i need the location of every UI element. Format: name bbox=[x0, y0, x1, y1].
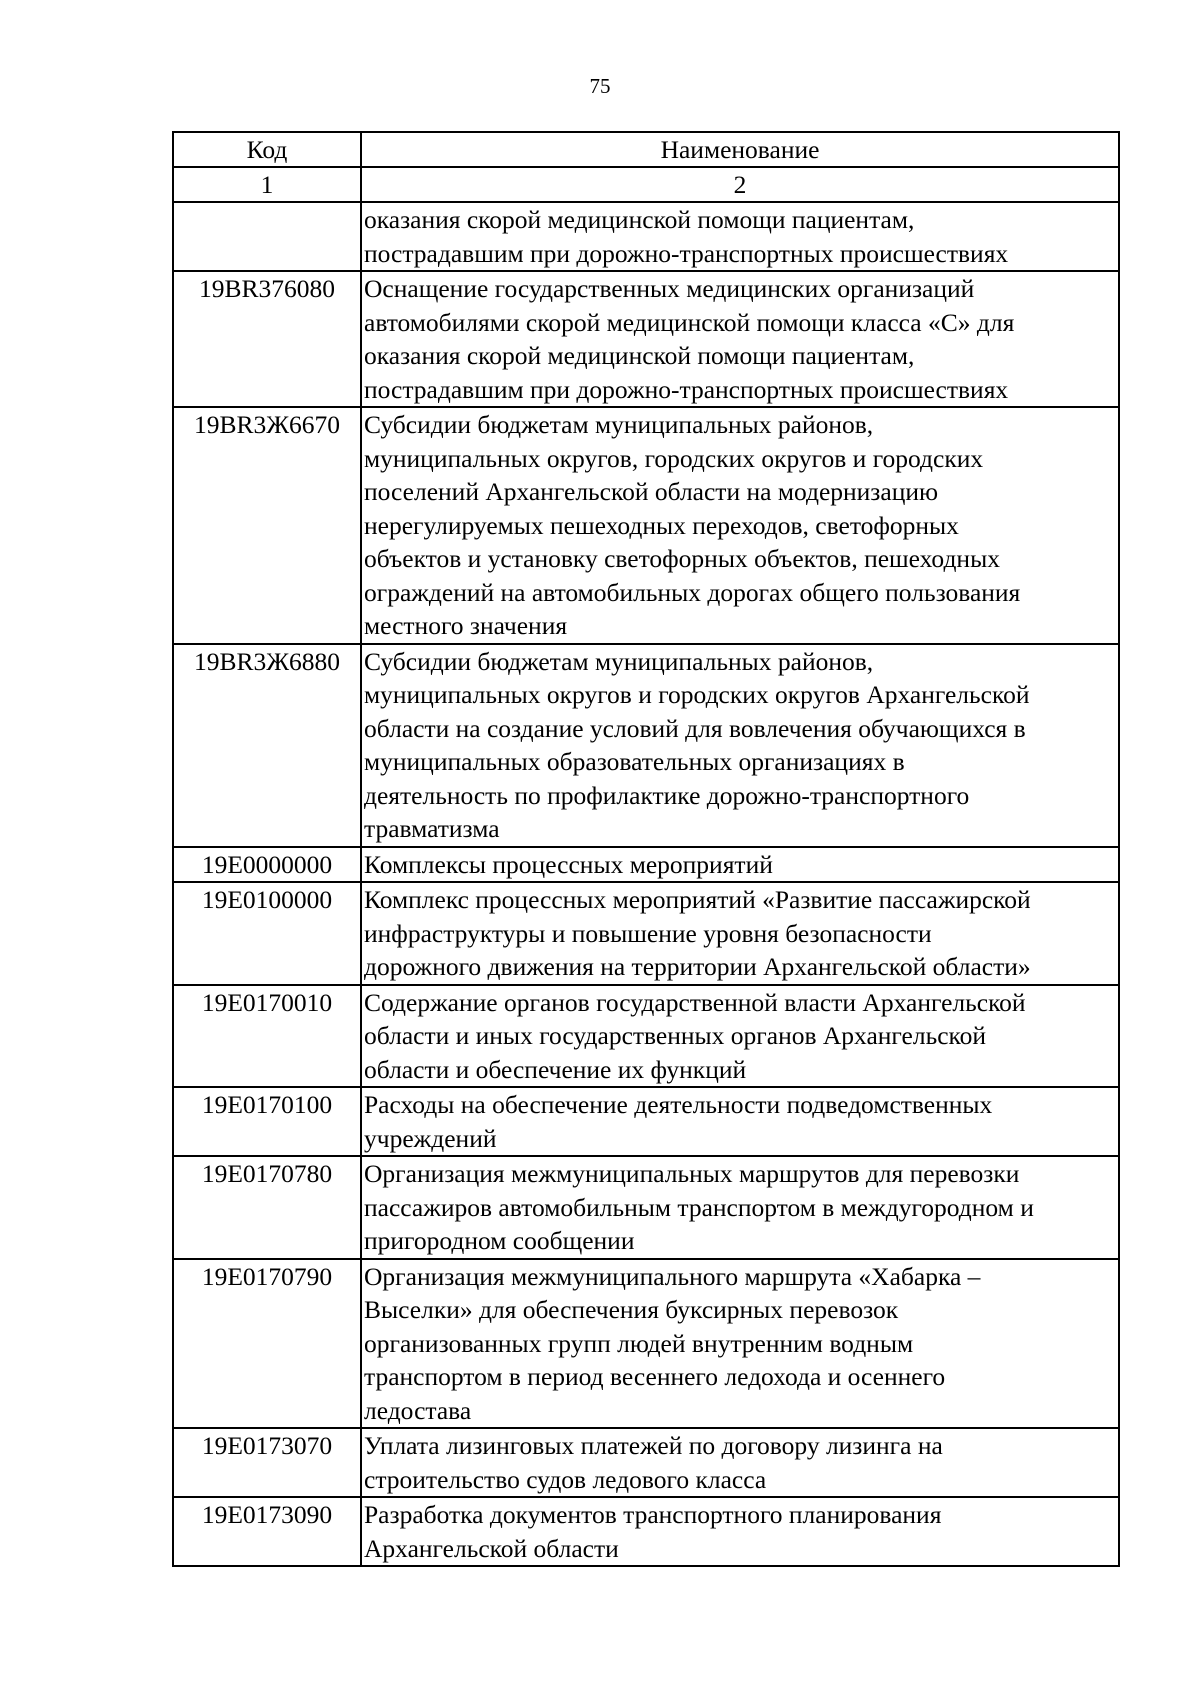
column-number-2: 2 bbox=[361, 167, 1119, 202]
page-number: 75 bbox=[589, 74, 611, 98]
row-code: 19E0170790 bbox=[173, 1259, 361, 1429]
budget-code-table bbox=[172, 131, 1120, 1567]
row-name: Оснащение государственных медицинских организаций автомобилями скорой медицинской помощи класса «С» для оказания скорой медицинской помощи пациентам, пострадавшим при дорожно-транспортных происшествиях bbox=[361, 271, 1119, 407]
table-row bbox=[173, 271, 1119, 407]
header-name: Наименование bbox=[361, 132, 1119, 167]
row-code: 19BR376080 bbox=[173, 271, 361, 407]
row-code: 19E0170780 bbox=[173, 1156, 361, 1259]
row-code: 19BR3Ж6670 bbox=[173, 407, 361, 644]
column-number-row bbox=[173, 167, 1119, 202]
table-row bbox=[173, 407, 1119, 644]
header-code: Код bbox=[173, 132, 361, 167]
table-row bbox=[173, 1497, 1119, 1566]
row-code: 19E0173090 bbox=[173, 1497, 361, 1566]
row-name: Уплата лизинговых платежей по договору лизинга на строительство судов ледового класса bbox=[361, 1428, 1119, 1497]
row-name: Расходы на обеспечение деятельности подведомственных учреждений bbox=[361, 1087, 1119, 1156]
table-row bbox=[173, 985, 1119, 1088]
row-code: 19E0000000 bbox=[173, 847, 361, 883]
table-row bbox=[173, 1156, 1119, 1259]
row-name: Субсидии бюджетам муниципальных районов, муниципальных округов, городских округов и городских поселений Архангельской области на модернизацию нерегулируемых пешеходных переходов, светофорных объектов и установку светофорных объектов, пешеходных ограждений на автомобильных дорогах общего пользования местного значения bbox=[361, 407, 1119, 644]
row-name: Разработка документов транспортного планирования Архангельской области bbox=[361, 1497, 1119, 1566]
row-name: Содержание органов государственной власти Архангельской области и иных государственных органов Архангельской области и обеспечение их функций bbox=[361, 985, 1119, 1088]
row-name: Организация межмуниципального маршрута «Хабарка – Выселки» для обеспечения буксирных перевозок организованных групп людей внутренним водным транспортом в период весеннего ледохода и осеннего ледостава bbox=[361, 1259, 1119, 1429]
row-name: Организация межмуниципальных маршрутов для перевозки пассажиров автомобильным транспортом в междугородном и пригородном сообщении bbox=[361, 1156, 1119, 1259]
row-code: 19E0170010 bbox=[173, 985, 361, 1088]
table-row bbox=[173, 1087, 1119, 1156]
row-code: 19BR3Ж6880 bbox=[173, 644, 361, 847]
table-row bbox=[173, 1259, 1119, 1429]
row-name: Комплексы процессных мероприятий bbox=[361, 847, 1119, 883]
row-name: оказания скорой медицинской помощи пациентам, пострадавшим при дорожно-транспортных происшествиях bbox=[361, 202, 1119, 271]
row-code: 19E0100000 bbox=[173, 882, 361, 985]
table-row bbox=[173, 847, 1119, 883]
row-name: Субсидии бюджетам муниципальных районов, муниципальных округов и городских округов Архангельской области на создание условий для вовлечения обучающихся в муниципальных образовательных организациях в деятельность по профилактике дорожно-транспортного травматизма bbox=[361, 644, 1119, 847]
table-row bbox=[173, 1428, 1119, 1497]
table-header-row bbox=[173, 132, 1119, 167]
row-code: 19E0173070 bbox=[173, 1428, 361, 1497]
column-number-1: 1 bbox=[173, 167, 361, 202]
row-code bbox=[173, 202, 361, 271]
row-code: 19E0170100 bbox=[173, 1087, 361, 1156]
table-row bbox=[173, 644, 1119, 847]
table-row bbox=[173, 202, 1119, 271]
table-row bbox=[173, 882, 1119, 985]
row-name: Комплекс процессных мероприятий «Развитие пассажирской инфраструктуры и повышение уровня безопасности дорожного движения на территории Архангельской области» bbox=[361, 882, 1119, 985]
